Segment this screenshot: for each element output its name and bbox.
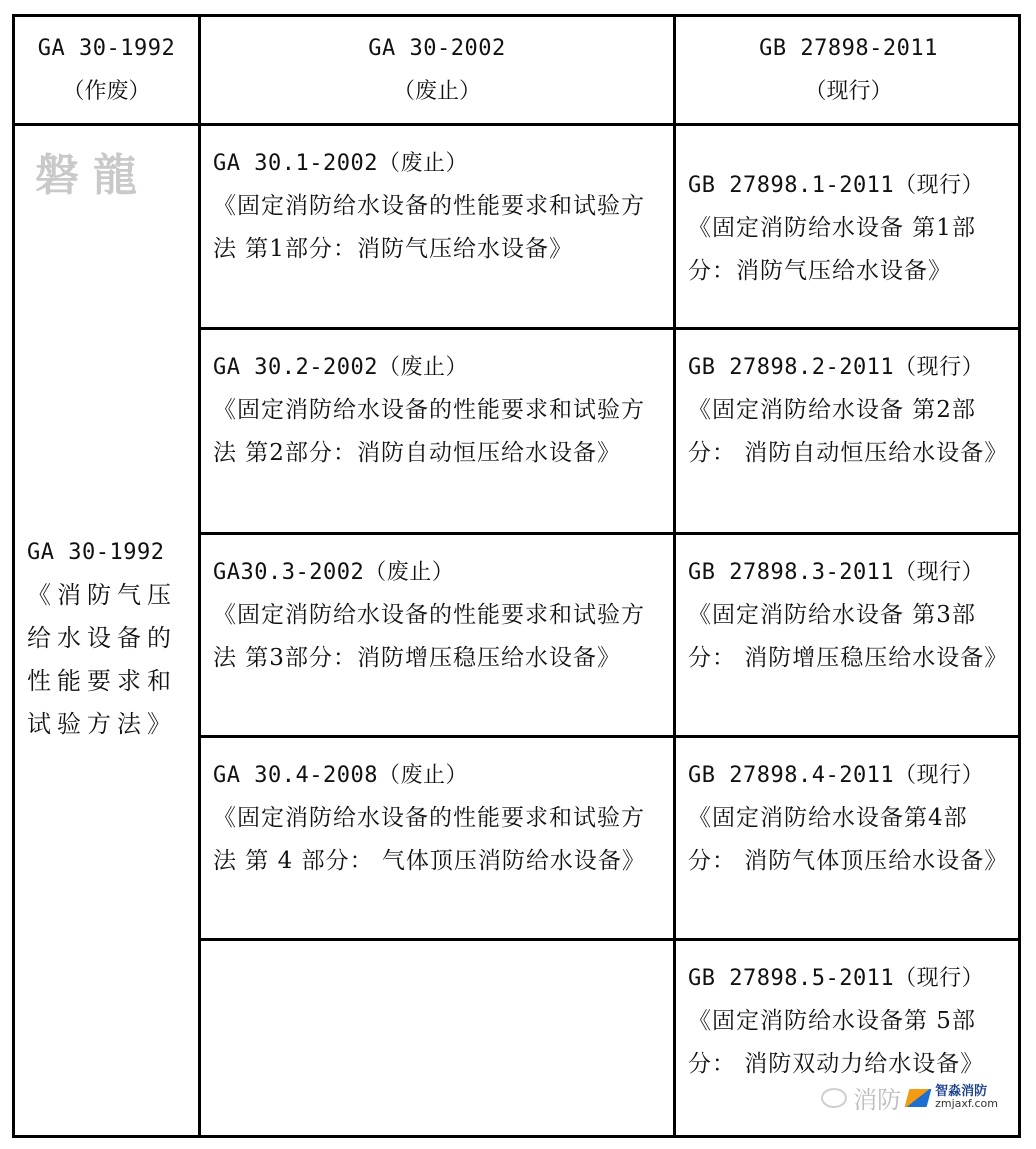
standard-title: 《固定消防给水设备的性能要求和试验方法 第1部分：消防气压给水设备》 [213, 193, 645, 262]
standard-title: 《固定消防给水设备的性能要求和试验方法 第 4 部分： 气体顶压消防给水设备》 [213, 805, 646, 874]
standard-code: GA 30.1-2002（废止） [213, 151, 468, 176]
header-cell-2011 [676, 17, 1021, 123]
table-cell-middle [201, 126, 673, 327]
site-name: 智淼消防 [935, 1083, 988, 1099]
table-cell-middle [201, 330, 673, 532]
wechat-account-text: 消防 [853, 1086, 902, 1114]
table-cell-middle-empty [201, 941, 673, 1138]
standard-code: GA 30.4-2008（废止） [213, 763, 468, 788]
wechat-watermark [821, 1080, 998, 1115]
site-badge [935, 1083, 998, 1110]
standard-title: 《固定消防给水设备 第3部分： 消防增压稳压给水设备》 [688, 602, 1009, 671]
standard-title: 《固定消防给水设备第 5部分： 消防双动力给水设备》 [688, 1008, 985, 1077]
legacy-title-line: 给水设备的 [27, 624, 177, 652]
table-cell-right [676, 330, 1021, 532]
header-code: GB 27898-2011 [759, 36, 938, 61]
brand-watermark: 磐龍 [35, 150, 151, 201]
legacy-title-line: 《消防气压 [27, 581, 177, 609]
site-url: zmjaxf.com [935, 1096, 998, 1110]
table-cell-middle [201, 535, 673, 735]
header-status: （废止） [392, 79, 481, 104]
header-status: （作废） [62, 79, 151, 104]
site-logo-icon [905, 1089, 932, 1107]
legacy-code: GA 30-1992 [27, 540, 165, 565]
standard-title: 《固定消防给水设备第4部分： 消防气体顶压给水设备》 [688, 805, 1009, 874]
table-cell-right [676, 738, 1021, 938]
header-cell-1992 [15, 17, 198, 123]
standards-table [12, 14, 1021, 1138]
standard-title: 《固定消防给水设备 第1部分：消防气压给水设备》 [688, 215, 976, 284]
header-code: GA 30-2002 [368, 36, 506, 61]
standard-code: GA30.3-2002（废止） [213, 560, 455, 585]
standard-title: 《固定消防给水设备 第2部分： 消防自动恒压给水设备》 [688, 397, 1009, 466]
standard-code: GB 27898.5-2011（现行） [688, 966, 985, 991]
header-code: GA 30-1992 [37, 36, 176, 61]
header-status: （现行） [804, 79, 893, 104]
left-merged-cell [15, 126, 198, 1138]
table-cell-right [676, 535, 1021, 735]
standard-title: 《固定消防给水设备的性能要求和试验方法 第2部分：消防自动恒压给水设备》 [213, 397, 645, 466]
standard-code: GB 27898.1-2011（现行） [688, 173, 985, 198]
wechat-icon [821, 1088, 847, 1108]
legacy-title-line: 试验方法》 [27, 710, 177, 738]
standard-code: GB 27898.4-2011（现行） [688, 763, 985, 788]
standard-code: GB 27898.3-2011（现行） [688, 560, 985, 585]
table-cell-middle [201, 738, 673, 938]
legacy-title-line: 性能要求和 [27, 667, 177, 695]
table-cell-right [676, 126, 1021, 327]
header-cell-2002 [201, 17, 673, 123]
standard-title: 《固定消防给水设备的性能要求和试验方法 第3部分：消防增压稳压给水设备》 [213, 602, 645, 671]
standard-code: GB 27898.2-2011（现行） [688, 355, 985, 380]
standard-code: GA 30.2-2002（废止） [213, 355, 468, 380]
